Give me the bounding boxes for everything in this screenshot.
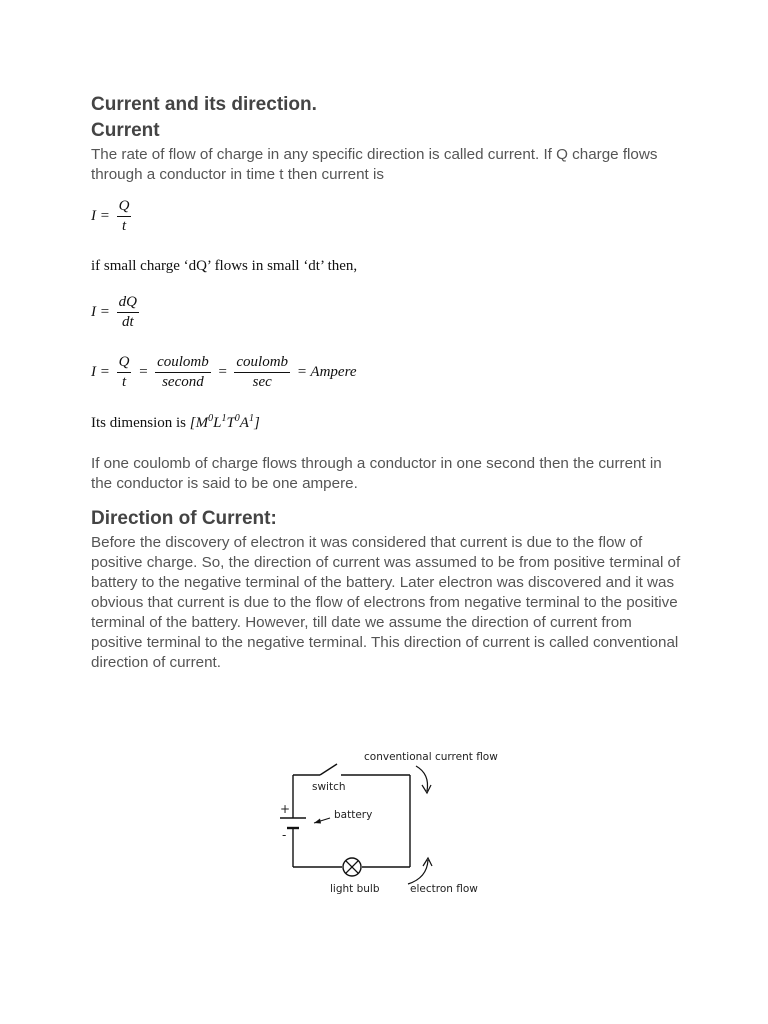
fraction-denominator: t [121,374,127,390]
circuit-diagram [270,744,500,904]
dim-time: T [226,415,235,431]
fraction-dq-over-dt [117,294,139,331]
fraction-numerator: Q [117,354,132,373]
direction-paragraph: Before the discovery of electron it was considered that current is due to the flow of positive charge. So, the direction of current was assumed to be from positive terminal of battery to the negative terminal of the battery. Later electron was discovered and it was obvious that current is due to the flow of electrons from negative terminal to the positive terminal of the battery. However, till date we assume the direction of current from positive terminal to the negative terminal. This direction of current is called conventional direction of current. [91,534,681,671]
label-conventional-current-flow: conventional current flow [364,751,498,763]
circuit-svg [270,744,500,904]
equation-current-basic [91,198,134,235]
fraction-q-over-t [117,198,132,235]
equation-lhs: I = [91,363,110,380]
fraction-denominator: dt [121,314,134,330]
small-charge-note: if small charge ‘dQ’ flows in small ‘dt’ then, [91,258,358,274]
dim-time-exponent: 0 [234,413,240,424]
bracket-close: ] [253,415,260,431]
equation-current-units [91,354,357,391]
fraction-numerator: coulomb [155,354,211,373]
fraction-denominator: second [162,374,204,390]
label-positive-terminal: + [280,802,291,816]
dim-current: A [239,415,249,431]
equation-current-differential [91,294,142,331]
label-switch: switch [312,781,346,793]
fraction-numerator: Q [117,198,132,217]
dim-current-exponent: 1 [248,413,254,424]
equation-rhs: = Ampere [296,363,357,380]
equation-lhs: I = [91,303,110,320]
section-heading-current: Current [91,120,160,141]
equals-sign: = [138,363,149,380]
label-battery: battery [334,809,373,821]
current-definition-paragraph: The rate of flow of charge in any specific direction is called current. If Q charge flows through a conductor in time t then current is [91,146,658,183]
fraction-numerator: dQ [117,294,139,313]
fraction-q-over-t [117,354,132,391]
equals-sign: = [217,363,228,380]
section-heading-direction: Direction of Current: [91,508,277,529]
fraction-numerator: coulomb [234,354,290,373]
dimension-label: Its dimension is [91,415,187,431]
fraction-coulomb-over-second [155,354,211,391]
conventional-flow-arrow [416,766,428,791]
conventional-arrow-head [422,785,431,793]
fraction-denominator: t [121,218,127,234]
bracket-open: [ [189,415,196,431]
dim-length: L [213,415,222,431]
fraction-coulomb-over-sec [234,354,290,391]
dim-mass-exponent: 0 [208,413,214,424]
equation-lhs: I = [91,207,110,224]
dim-mass: M [195,415,209,431]
battery-pointer-head [314,819,321,824]
fraction-denominator: sec [252,374,272,390]
label-light-bulb: light bulb [330,883,380,895]
switch-blade [320,764,337,775]
ampere-definition-paragraph: If one coulomb of charge flows through a conductor in one second then the current in the conductor is said to be one ampere. [91,455,662,492]
dim-length-exponent: 1 [221,413,227,424]
label-electron-flow: electron flow [410,883,478,895]
page-title: Current and its direction. [91,94,317,115]
label-negative-terminal: - [282,828,287,842]
dimension-formula [190,415,260,431]
dimension-line [91,413,260,432]
